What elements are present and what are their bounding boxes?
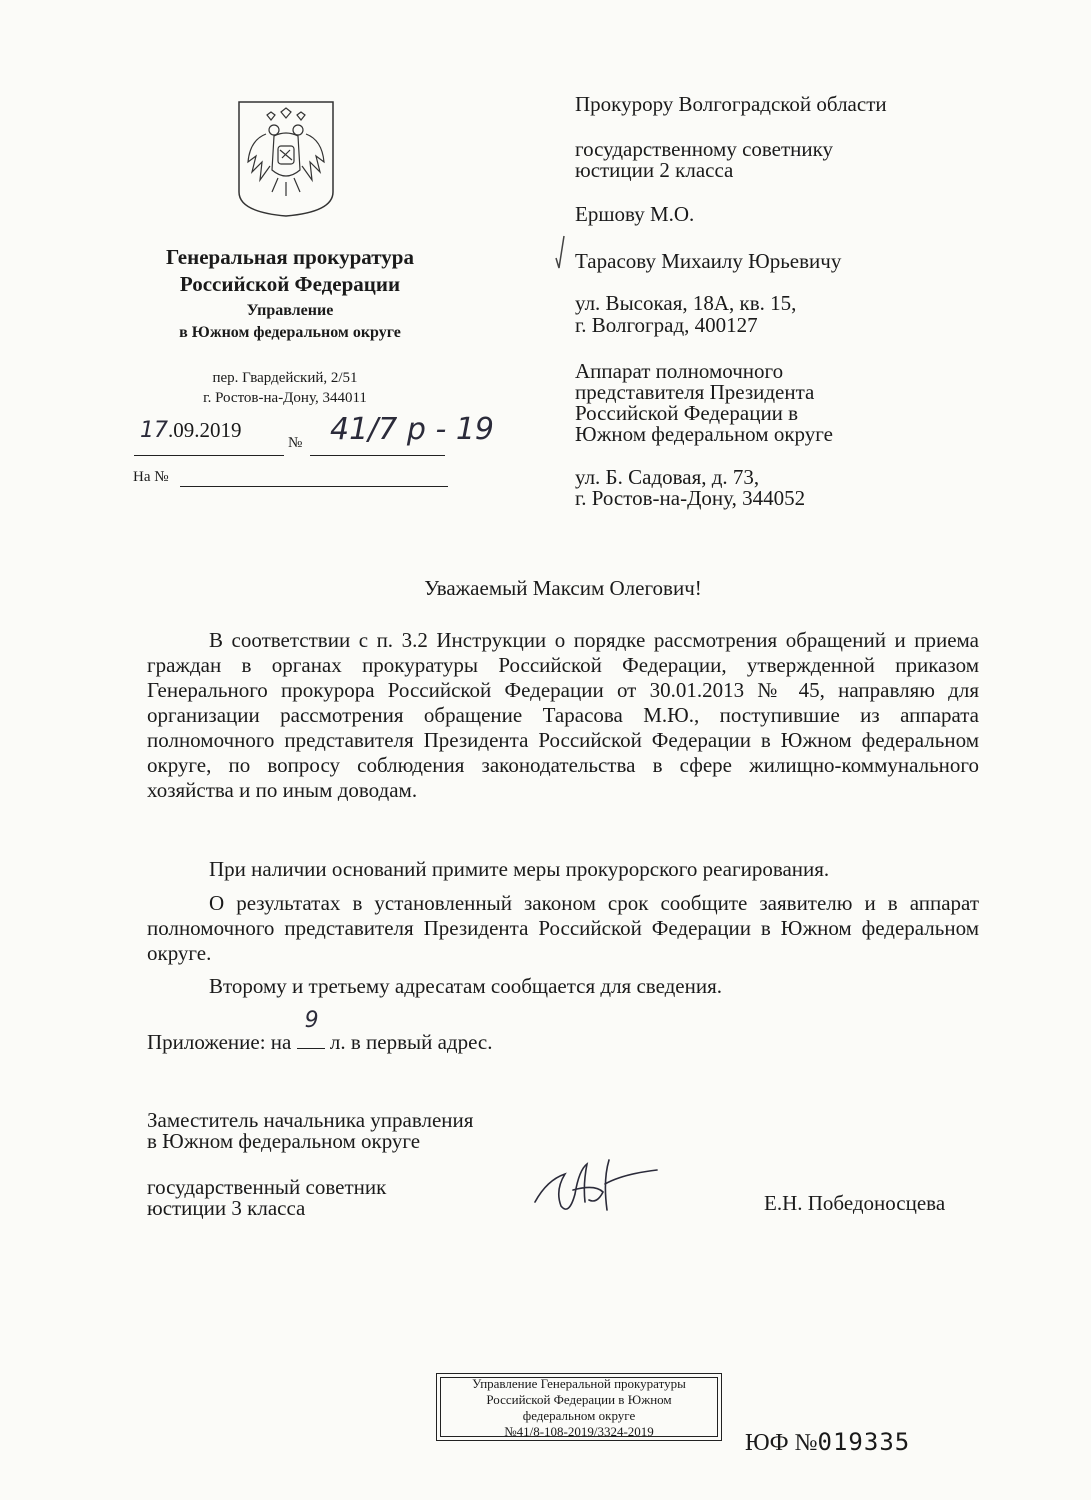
- signer-rank-line1: государственный советник: [147, 1175, 387, 1199]
- registration-number: [745, 1428, 910, 1457]
- coat-of-arms-emblem: [236, 100, 336, 218]
- dept-name-line1: Управление: [246, 302, 334, 319]
- attachment-pages: 9: [304, 1008, 319, 1033]
- recipient3-line5: ул. Б. Садовая, д. 73,: [575, 465, 760, 489]
- signer-name: Е.Н. Победоносцева: [764, 1191, 946, 1215]
- stamp-line4: №41/8-108-2019/3324-2019: [504, 1424, 654, 1439]
- stamp-line3: федеральном округе: [522, 1408, 636, 1423]
- signer-title-line1: Заместитель начальника управления: [147, 1108, 474, 1132]
- signer-rank-line2: юстиции 3 класса: [147, 1196, 306, 1220]
- stamp-line1: Управление Генеральной прокуратуры: [472, 1376, 686, 1391]
- paragraph-3: О результатах в установленный законом срок сообщите заявителю и в аппарат полномочного представителя Президента Российской Федерации в Южном федеральном округе.: [147, 891, 979, 965]
- ref-underline: [180, 486, 448, 487]
- handwritten-signature: [525, 1150, 665, 1220]
- recipient3-line6: г. Ростов-на-Дону, 344052: [575, 486, 806, 510]
- attachment-suffix: л. в первый адрес.: [329, 1030, 493, 1054]
- recipient3-line1: Аппарат полномочного: [575, 359, 784, 383]
- attachment-prefix: Приложение: на: [147, 1030, 292, 1054]
- recipient2-line1: Тарасову Михаилу Юрьевичу: [575, 249, 842, 273]
- salutation: Уважаемый Максим Олегович!: [424, 576, 702, 600]
- paragraph-1: В соответствии с п. 3.2 Инструкции о порядке рассмотрения обращений и приема граждан в органах прокуратуры Российской Федерации, утвержденной приказом Генерального прокурора Российской Федерации от 30.01.2013 № 45, направляю для организации рассмотрения обращение Тарасова М.Ю., поступившие из аппарата полномочного представителя Президента Российской Федерации в Южном федеральном округе, по вопросу соблюдения законодательства в сфере жилищно-коммунального хозяйства и по иным доводам.: [147, 628, 979, 802]
- signer-title-line2: в Южном федеральном округе: [147, 1129, 421, 1153]
- recipient3-line3: Российской Федерации в: [575, 401, 799, 425]
- paragraph-4: Второму и третьему адресатам сообщается для сведения.: [209, 974, 723, 998]
- registration-label: ЮФ №: [745, 1430, 818, 1456]
- sender-address-line2: г. Ростов-на-Дону, 344011: [203, 390, 367, 406]
- org-name-line2: Российской Федерации: [179, 272, 401, 296]
- date-underline: [134, 455, 284, 456]
- recipient1-line1: Прокурору Волгоградской области: [575, 92, 887, 116]
- recipient2-line3: г. Волгоград, 400127: [575, 313, 758, 337]
- date-day: 17: [140, 418, 168, 443]
- attachment-line: [147, 1008, 493, 1055]
- recipient1-line3: юстиции 2 класса: [575, 158, 734, 182]
- paragraph-2: При наличии оснований примите меры прокурорского реагирования.: [209, 857, 830, 881]
- number-underline: [310, 455, 445, 456]
- check-mark-icon: [552, 232, 568, 272]
- recipient3-line4: Южном федеральном округе: [575, 422, 833, 446]
- registration-digits: 019335: [817, 1428, 911, 1456]
- letter-date: [140, 418, 242, 443]
- dept-name-line2: в Южном федеральном округе: [179, 324, 401, 341]
- date-rest: .09.2019: [168, 418, 242, 442]
- org-name-line1: Генеральная прокуратура: [166, 245, 414, 269]
- sender-address-line1: пер. Гвардейский, 2/51: [212, 370, 358, 386]
- stamp-line2: Российской Федерации в Южном: [486, 1392, 672, 1407]
- recipient2-line2: ул. Высокая, 18А, кв. 15,: [575, 291, 797, 315]
- recipient3-line2: представителя Президента: [575, 380, 815, 404]
- registration-stamp: [436, 1373, 722, 1441]
- attachment-pages-blank: [297, 1008, 325, 1049]
- recipient1-line2: государственному советнику: [575, 137, 834, 161]
- recipient1-line4: Ершову М.О.: [575, 202, 695, 226]
- ref-label: На №: [133, 469, 169, 485]
- number-label: №: [288, 435, 303, 451]
- handwritten-number: 41/7 р - 19: [330, 412, 495, 447]
